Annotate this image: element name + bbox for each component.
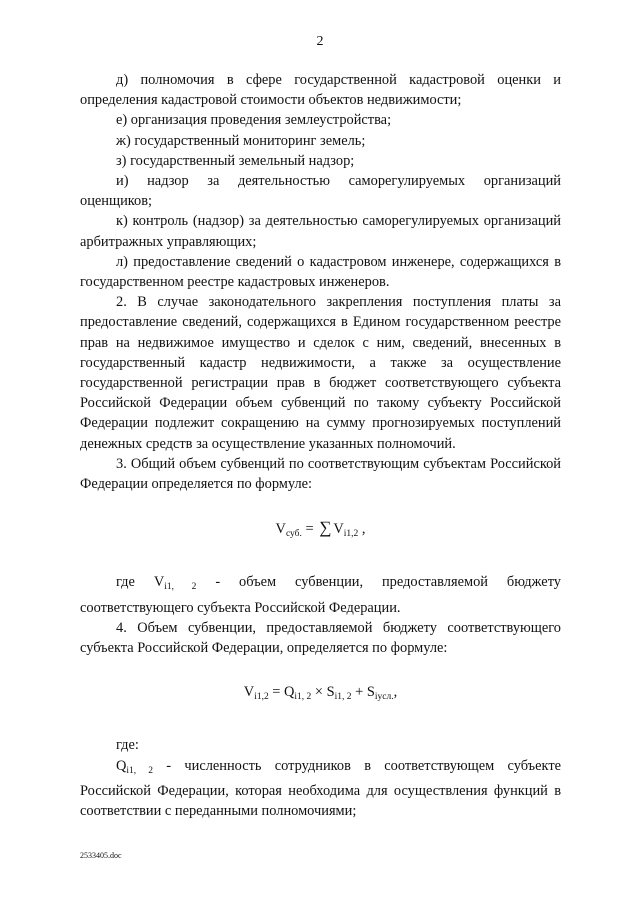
def-var: V: [153, 574, 165, 591]
formula-term: V: [333, 521, 344, 538]
definition-qi: [80, 756, 561, 822]
list-item-l: л) предоставление сведений о кадастровом инженере, содержащихся в государственном реестре кадастровых инженеров.: [80, 253, 561, 291]
formula2-lhs-sub: i1,2: [254, 692, 269, 703]
q-var: Q: [116, 757, 127, 774]
def-var-sub: i1, 2: [164, 582, 197, 593]
paragraph-3: 3. Общий объем субвенций по соответствующим субъектам Российской Федерации определяется по формуле:: [80, 455, 561, 493]
formula2-plus: +: [351, 684, 367, 701]
definition-vi: [80, 572, 561, 617]
where-word: где: [116, 574, 154, 591]
formula2-q-sub: i1, 2: [294, 692, 312, 703]
def-text: - объем субвенции, предоставляемой бюджету соответствующего субъекта Российской Федерации.: [80, 574, 561, 616]
formula-term-sub: i1,2: [343, 529, 359, 540]
formula-region-subvention: [80, 682, 561, 707]
formula-total-subvention: [80, 518, 561, 544]
formula2-s2: S: [366, 684, 375, 701]
formula2-times: ×: [311, 684, 327, 701]
q-var-sub: i1, 2: [126, 765, 153, 776]
formula-lhs: V: [275, 521, 286, 538]
formula2-equals: =: [268, 684, 285, 701]
formula-equals: =: [301, 521, 318, 538]
sum-symbol: ∑: [319, 518, 332, 538]
formula-tail: ,: [358, 521, 366, 538]
list-item-z: з) государственный земельный надзор;: [116, 152, 355, 169]
formula2-q: Q: [284, 684, 295, 701]
document-body: [80, 70, 561, 821]
list-item-i: и) надзор за деятельностью саморегулируемых организаций оценщиков;: [80, 173, 561, 210]
formula2-s2-sub: iусл.: [374, 692, 394, 703]
where-label: где:: [116, 737, 139, 754]
list-item-k: к) контроль (надзор) за деятельностью саморегулируемых организаций арбитражных управляющих;: [80, 213, 561, 250]
paragraph-4: 4. Объем субвенции, предоставляемой бюджету соответствующего субъекта Российской Федерации, определяется по формуле:: [80, 619, 561, 657]
formula-lhs-sub: суб.: [285, 529, 302, 540]
q-text: - численность сотрудников в соответствующем субъекте Российской Федерации, которая необходима для осуществления функций в соответствии с переданными полномочиями;: [80, 757, 561, 820]
formula2-lhs: V: [243, 684, 255, 701]
formula2-tail: ,: [393, 684, 398, 701]
list-item-e: е) организация проведения землеустройства;: [116, 112, 392, 129]
paragraph-2: 2. В случае законодательного закрепления поступления платы за предоставление сведений, содержащихся в Едином государственном реестре прав на недвижимое имущество и сделок с ним, сведений, внесенных в государственный кадастр недвижимости, а также за осуществление государственной регистрации прав в бюджет соответствующего субъекта Российской Федерации объем субвенций по такому субъекту Российской Федерации подлежит сокращению на сумму прогнозируемых поступлений денежных средств за осуществление указанных полномочий.: [80, 294, 561, 452]
list-item-zh: ж) государственный мониторинг земель;: [116, 132, 366, 149]
formula2-s-sub: i1, 2: [334, 692, 352, 703]
page-number: 2: [316, 34, 324, 49]
document-code: 2533405.doc: [80, 851, 122, 860]
formula2-s: S: [326, 684, 335, 701]
list-item-d: д) полномочия в сфере государственной кадастровой оценки и определения кадастровой стоимости объектов недвижимости;: [80, 72, 561, 109]
